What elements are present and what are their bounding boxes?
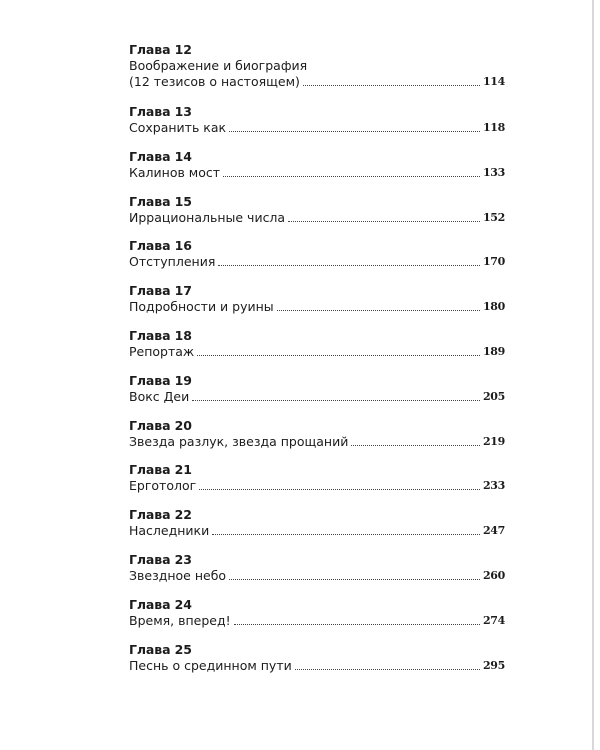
chapter-line	[129, 299, 505, 315]
chapter-line	[129, 658, 505, 674]
dot-leader	[218, 265, 480, 266]
chapter-label: Глава 13	[129, 104, 192, 119]
chapter-label: Глава 15	[129, 193, 192, 209]
chapter-line	[129, 389, 505, 405]
chapter-title: Калинов мост	[129, 164, 221, 180]
chapter-title: Звездное небо	[129, 567, 227, 583]
toc-entry	[129, 328, 505, 373]
page-number: 118	[482, 121, 505, 134]
chapter-title: Ерготолог	[129, 478, 197, 494]
chapter-line	[129, 568, 505, 584]
page-number: 233	[482, 479, 505, 493]
dot-leader	[295, 669, 480, 670]
dot-leader	[303, 85, 480, 86]
dot-leader	[197, 355, 480, 356]
chapter-title: Сохранить как	[129, 120, 227, 135]
page-number: 152	[482, 210, 505, 224]
dot-leader	[234, 624, 480, 625]
chapter-title: (12 тезисов о настоящем)	[129, 74, 300, 89]
chapter-label: Глава 25	[129, 641, 192, 657]
page-number: 247	[482, 524, 505, 538]
chapter-title-line1: Воображение и биография	[129, 58, 308, 73]
chapter-label: Глава 18	[129, 327, 192, 343]
chapter-label: Глава 14	[129, 148, 192, 164]
chapter-line	[129, 434, 505, 450]
chapter-line	[129, 523, 505, 539]
page-number: 180	[482, 300, 505, 314]
chapter-line	[129, 74, 505, 90]
toc-entry	[129, 642, 505, 687]
chapter-line	[129, 613, 505, 629]
chapter-label: Глава 21	[129, 462, 192, 478]
chapter-line	[129, 210, 505, 226]
page-number: 295	[482, 658, 505, 672]
toc-entry	[129, 373, 505, 418]
dot-leader	[199, 489, 480, 490]
chapter-title: Наследники	[129, 523, 210, 539]
page-number: 114	[482, 75, 505, 88]
chapter-label: Глава 19	[129, 372, 192, 388]
chapter-label: Глава 24	[129, 596, 192, 612]
page-number: 274	[482, 613, 505, 627]
chapter-title: Репортаж	[129, 343, 195, 359]
chapter-label: Глава 23	[129, 551, 192, 567]
page-number: 133	[482, 165, 505, 179]
toc-entry	[129, 507, 505, 552]
page-number: 189	[482, 344, 505, 358]
chapter-title: Песнь о срединном пути	[129, 657, 292, 673]
toc-entry	[129, 104, 505, 149]
toc-entry	[129, 149, 505, 194]
chapter-title: Иррациональные числа	[129, 209, 286, 225]
chapter-title: Отступления	[129, 254, 216, 270]
dot-leader	[229, 131, 480, 132]
dot-leader	[212, 534, 480, 535]
toc-entry	[129, 283, 505, 328]
chapter-label: Глава 16	[129, 238, 192, 254]
page-number: 260	[482, 568, 505, 582]
chapter-label: Глава 12	[129, 42, 192, 57]
chapter-title: Время, вперед!	[129, 612, 231, 628]
toc-entry	[129, 42, 505, 104]
toc-entry	[129, 418, 505, 463]
table-of-contents	[129, 42, 505, 686]
chapter-line	[129, 344, 505, 360]
page-number: 170	[482, 255, 505, 269]
chapter-label: Глава 17	[129, 283, 192, 299]
chapter-label: Глава 20	[129, 417, 192, 433]
chapter-line	[129, 478, 505, 494]
chapter-line	[129, 254, 505, 270]
chapter-title: Подробности и руины	[129, 299, 274, 315]
page-number: 219	[482, 434, 505, 448]
page-number: 205	[482, 389, 505, 403]
dot-leader	[288, 221, 480, 222]
toc-entry	[129, 238, 505, 283]
toc-entry	[129, 552, 505, 597]
toc-entry	[129, 194, 505, 239]
chapter-label: Глава 22	[129, 507, 192, 523]
chapter-line	[129, 165, 505, 181]
toc-entry	[129, 597, 505, 642]
toc-entry	[129, 462, 505, 507]
dot-leader	[223, 176, 480, 177]
dot-leader	[229, 579, 480, 580]
dot-leader	[277, 310, 480, 311]
dot-leader	[192, 400, 480, 401]
page-edge	[592, 0, 594, 750]
chapter-title: Вокс Деи	[129, 388, 190, 404]
chapter-line	[129, 120, 505, 136]
dot-leader	[351, 445, 480, 446]
chapter-title: Звезда разлук, звезда прощаний	[129, 433, 349, 449]
